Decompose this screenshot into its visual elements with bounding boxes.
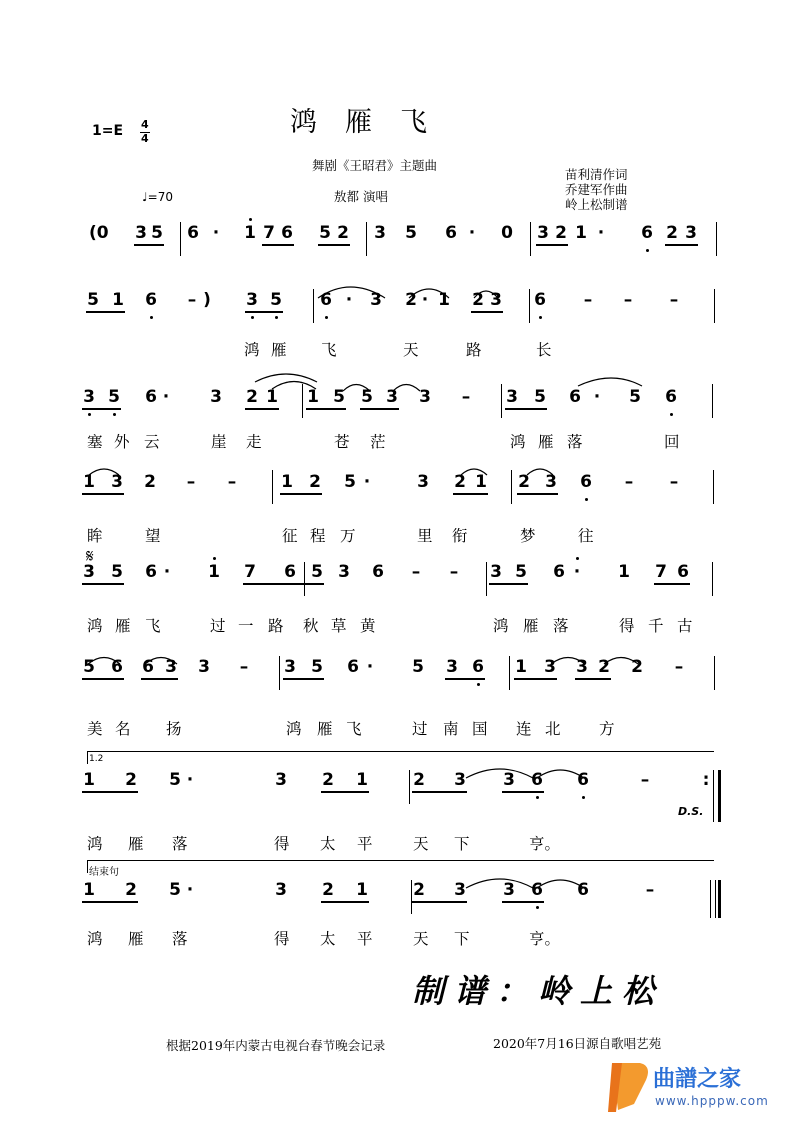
note: 1 [356, 880, 368, 900]
note: 1 [575, 223, 587, 243]
note: 6 [145, 290, 157, 310]
note: 3 [537, 223, 549, 243]
note: 6 [580, 472, 592, 492]
lyric-char: 鸿 [244, 341, 260, 359]
lyric-char: 苍 [334, 433, 350, 451]
note: – [674, 657, 684, 677]
key-signature: 1=E [92, 123, 124, 139]
note: 1 [208, 562, 220, 582]
note: · [186, 770, 194, 790]
lyric-char: 落 [553, 617, 569, 635]
lyric-char: 秋 [303, 617, 319, 635]
note: (0 [89, 223, 109, 243]
note: 6 [284, 562, 296, 582]
lyric-char: 眸 [87, 527, 103, 545]
lyric-char: 回 [664, 433, 680, 451]
lyric-char: 飞 [145, 617, 161, 635]
note: 3 [545, 472, 557, 492]
note: 5 [361, 387, 373, 407]
note: 3 [246, 290, 258, 310]
note: 6 [111, 657, 123, 677]
note: – [624, 472, 634, 492]
lyric-char: 名 [115, 720, 131, 738]
note: 6 [677, 562, 689, 582]
note: 5 [270, 290, 282, 310]
lyric-char: 太 [320, 835, 336, 853]
lyric-char: 雁 [128, 930, 144, 948]
note: 3 [454, 880, 466, 900]
note: 5 [108, 387, 120, 407]
note: 1 [356, 770, 368, 790]
lyric-char: 望 [145, 527, 161, 545]
note: – [449, 562, 459, 582]
note: 5 [333, 387, 345, 407]
note: 6 [641, 223, 653, 243]
lyric-char: 衔 [452, 527, 468, 545]
note: 3 [490, 562, 502, 582]
time-signature-top: 4 [141, 118, 149, 131]
lyric-char: 往 [578, 527, 594, 545]
note: 5 [311, 657, 323, 677]
note: 6 [320, 290, 332, 310]
note: – [669, 290, 679, 310]
note: 3 [490, 290, 502, 310]
lyric-char: 茫 [370, 433, 386, 451]
note: 1 [266, 387, 278, 407]
note: 6 [531, 770, 543, 790]
note: 5 [169, 770, 181, 790]
lyric-char: 雁 [317, 720, 333, 738]
singer: 敖都 演唱 [334, 189, 388, 204]
lyric-char: 天 [403, 341, 419, 359]
note: 5 [534, 387, 546, 407]
lyric-char: 扬 [166, 720, 182, 738]
lyric-char: 云 [144, 433, 160, 451]
lyric-char: 下 [454, 835, 470, 853]
footer-date: 2020年7月16日源自歌唱艺苑 [493, 1036, 662, 1051]
note: 3 [111, 472, 123, 492]
note: 2 [666, 223, 678, 243]
note: 5 [629, 387, 641, 407]
note: · [573, 562, 581, 582]
note: – [669, 472, 679, 492]
lyric-char: 征 [282, 527, 298, 545]
note: 5 [87, 290, 99, 310]
footer-source: 根据2019年内蒙古电视台春节晚会记录 [166, 1038, 386, 1053]
note: · [162, 387, 170, 407]
note: 3 [544, 657, 556, 677]
subtitle: 舞剧《王昭君》主题曲 [312, 158, 438, 173]
note: 3 [275, 880, 287, 900]
note: 1 [515, 657, 527, 677]
note: – [187, 290, 197, 310]
lyric-char: 飞 [321, 341, 337, 359]
credit-lyricist: 苗利清作词 [565, 167, 628, 182]
note: 6 [145, 387, 157, 407]
song-title: 鸿雁飞 [290, 107, 455, 138]
lyric-char: 鸿 [493, 617, 509, 635]
lyric-char: 雁 [271, 341, 287, 359]
note: 7 [655, 562, 667, 582]
note: · [345, 290, 353, 310]
note: 1 [307, 387, 319, 407]
note: – [645, 880, 655, 900]
lyric-char: 一 [238, 617, 254, 635]
note: 3 [83, 562, 95, 582]
note: : [702, 770, 710, 790]
note: 2 [125, 880, 137, 900]
note: 6 [577, 880, 589, 900]
lyric-char: 亨。 [529, 835, 561, 853]
note: 5 [412, 657, 424, 677]
note: 5 [344, 472, 356, 492]
note: 2 [413, 880, 425, 900]
note: 5 [515, 562, 527, 582]
note: 2 [337, 223, 349, 243]
lyric-char: 雁 [115, 617, 131, 635]
lyric-char: 塞 [87, 433, 103, 451]
note: 2 [125, 770, 137, 790]
note: 3 [506, 387, 518, 407]
note: 2 [309, 472, 321, 492]
ending-label: 结束句 [89, 867, 119, 878]
note: – [640, 770, 650, 790]
note: 3 [419, 387, 431, 407]
note: 7 [244, 562, 256, 582]
note: 6 [577, 770, 589, 790]
note: 5 [111, 562, 123, 582]
lyric-char: 平 [357, 835, 373, 853]
note: 6 [445, 223, 457, 243]
note: · [421, 290, 429, 310]
note: – [239, 657, 249, 677]
lyric-char: 千 [648, 617, 664, 635]
lyric-char: 落 [567, 433, 583, 451]
lyric-char: 天 [413, 930, 429, 948]
lyric-char: 过 [210, 617, 226, 635]
note: 1 [83, 770, 95, 790]
note: 2 [246, 387, 258, 407]
lyric-char: 草 [331, 617, 347, 635]
note: 6 [665, 387, 677, 407]
note: 6 [187, 223, 199, 243]
note: 1 [618, 562, 630, 582]
note: 5 [151, 223, 163, 243]
lyric-char: 鸿 [87, 835, 103, 853]
note: 6 [372, 562, 384, 582]
note: 3 [165, 657, 177, 677]
note: · [186, 880, 194, 900]
tempo-mark: ♩=70 [142, 190, 173, 204]
note: 7 [263, 223, 275, 243]
watermark-url: www.hpppw.com [655, 1094, 769, 1108]
note: 2 [598, 657, 610, 677]
lyric-char: 南 [443, 720, 459, 738]
note: – [186, 472, 196, 492]
note: – [461, 387, 471, 407]
note: 3 [503, 880, 515, 900]
note: 1 [475, 472, 487, 492]
note: 1 [281, 472, 293, 492]
note: ) [203, 290, 211, 310]
note: · [363, 472, 371, 492]
lyric-char: 方 [599, 720, 615, 738]
note: 5 [83, 657, 95, 677]
note: 5 [405, 223, 417, 243]
note: 3 [454, 770, 466, 790]
note: – [227, 472, 237, 492]
note: 3 [576, 657, 588, 677]
segno-sign: 𝄋 [86, 546, 94, 567]
note: 1 [112, 290, 124, 310]
lyric-char: 得 [274, 930, 290, 948]
note: 2 [322, 880, 334, 900]
lyric-char: 飞 [346, 720, 362, 738]
note: 5 [311, 562, 323, 582]
note: 6 [472, 657, 484, 677]
note: 3 [446, 657, 458, 677]
note: 3 [83, 387, 95, 407]
watermark-name: 曲譜之家 [653, 1066, 742, 1092]
note: 3 [338, 562, 350, 582]
lyric-char: 连 [516, 720, 532, 738]
ds-mark: D.S. [678, 805, 704, 818]
lyric-char: 太 [320, 930, 336, 948]
note: 0 [501, 223, 513, 243]
note: 5 [319, 223, 331, 243]
note: 6 [145, 562, 157, 582]
lyric-char: 路 [466, 341, 482, 359]
note: · [593, 387, 601, 407]
note: – [583, 290, 593, 310]
note: 6 [531, 880, 543, 900]
lyric-char: 鸿 [87, 617, 103, 635]
lyric-char: 黄 [360, 617, 376, 635]
note: 3 [198, 657, 210, 677]
note: 3 [503, 770, 515, 790]
note: 2 [405, 290, 417, 310]
credit-transcriber: 岭上松制谱 [565, 197, 628, 212]
lyric-char: 路 [268, 617, 284, 635]
note: 3 [417, 472, 429, 492]
lyric-char: 梦 [520, 527, 536, 545]
note: 6 [347, 657, 359, 677]
note: 3 [210, 387, 222, 407]
lyric-char: 外 [114, 433, 130, 451]
note: 6 [142, 657, 154, 677]
note: 2 [322, 770, 334, 790]
lyric-char: 亨。 [529, 930, 561, 948]
lyric-char: 古 [677, 617, 693, 635]
lyric-char: 过 [412, 720, 428, 738]
lyric-char: 得 [274, 835, 290, 853]
lyric-char: 下 [454, 930, 470, 948]
time-signature-bottom: 4 [141, 132, 149, 145]
lyric-char: 万 [340, 527, 356, 545]
lyric-char: 长 [536, 341, 552, 359]
lyric-char: 雁 [128, 835, 144, 853]
note: · [597, 223, 605, 243]
lyric-char: 里 [417, 527, 433, 545]
note: 6 [534, 290, 546, 310]
note: 3 [370, 290, 382, 310]
note: 3 [374, 223, 386, 243]
lyric-char: 国 [472, 720, 488, 738]
lyric-char: 程 [310, 527, 326, 545]
lyric-char: 鸿 [510, 433, 526, 451]
note: 2 [631, 657, 643, 677]
note: – [411, 562, 421, 582]
note: · [163, 562, 171, 582]
note: 2 [555, 223, 567, 243]
note: 6 [569, 387, 581, 407]
transcriber-signature: 制谱：岭上松 [412, 972, 665, 1010]
note: – [623, 290, 633, 310]
credit-composer: 乔建军作曲 [565, 182, 628, 197]
lyric-char: 鸿 [87, 930, 103, 948]
lyric-char: 平 [357, 930, 373, 948]
note: · [212, 223, 220, 243]
lyric-char: 落 [172, 835, 188, 853]
note: · [468, 223, 476, 243]
note: 2 [472, 290, 484, 310]
lyric-char: 雁 [538, 433, 554, 451]
note: 3 [275, 770, 287, 790]
lyric-char: 鸿 [286, 720, 302, 738]
lyric-char: 北 [545, 720, 561, 738]
note: 6 [553, 562, 565, 582]
note: 2 [454, 472, 466, 492]
lyric-char: 走 [246, 433, 262, 451]
note: 1 [438, 290, 450, 310]
note: 2 [144, 472, 156, 492]
note: 1 [244, 223, 256, 243]
note: 5 [169, 880, 181, 900]
lyric-char: 得 [619, 617, 635, 635]
note: 1 [83, 472, 95, 492]
note: 2 [518, 472, 530, 492]
note: · [366, 657, 374, 677]
lyric-char: 美 [87, 720, 103, 738]
note: 6 [281, 223, 293, 243]
lyric-char: 崖 [211, 433, 227, 451]
lyric-char: 天 [413, 835, 429, 853]
lyric-char: 雁 [523, 617, 539, 635]
note: 2 [413, 770, 425, 790]
note: 3 [284, 657, 296, 677]
note: 3 [685, 223, 697, 243]
note: 3 [135, 223, 147, 243]
note: 1 [83, 880, 95, 900]
volta-label: 1.2 [89, 754, 104, 764]
note: 3 [386, 387, 398, 407]
lyric-char: 落 [172, 930, 188, 948]
